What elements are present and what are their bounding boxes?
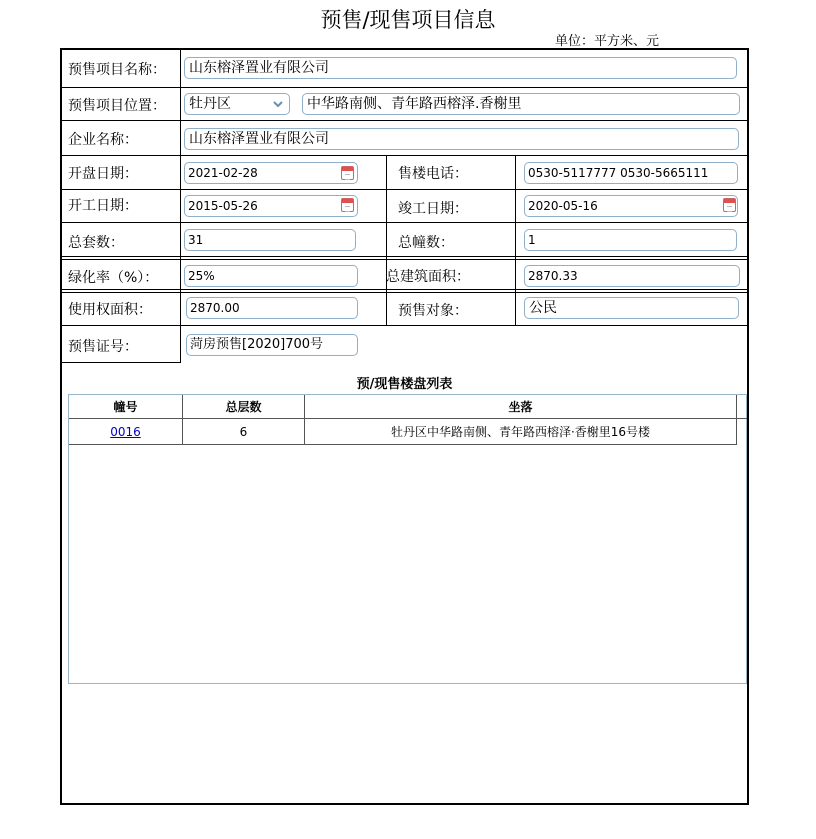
calendar-icon[interactable] xyxy=(341,166,354,180)
column-header-location: 坐落 xyxy=(305,395,737,419)
column-divider xyxy=(386,155,387,326)
sales-phone-input[interactable]: 0530-5117777 0530-5665111 xyxy=(524,162,738,184)
company-input[interactable]: 山东榕泽置业有限公司 xyxy=(184,128,739,150)
column-divider xyxy=(180,49,181,363)
sales-phone-label: 售楼电话： xyxy=(398,166,468,182)
row-divider xyxy=(61,292,749,293)
project-name-label: 预售项目名称： xyxy=(68,62,166,78)
building-list-title: 预/现售楼盘列表 xyxy=(356,377,453,392)
total-units-label: 总套数： xyxy=(68,235,124,251)
start-date-input[interactable]: 2015-05-26 xyxy=(184,195,358,217)
open-date-label: 开盘日期： xyxy=(68,166,138,182)
district-select-value: 牡丹区 xyxy=(189,96,231,112)
permit-no-input[interactable]: 菏房预售[2020]700号 xyxy=(186,334,358,356)
open-date-input[interactable]: 2021-02-28 xyxy=(184,162,358,184)
total-area-label: 总建筑面积： xyxy=(386,269,470,285)
calendar-icon[interactable] xyxy=(341,198,354,212)
column-header-building-no: 幢号 xyxy=(69,395,183,419)
finish-date-input[interactable]: 2020-05-16 xyxy=(524,195,738,217)
start-date-label: 开工日期： xyxy=(68,198,138,214)
row-divider xyxy=(61,256,749,257)
address-input[interactable]: 中华路南侧、青年路西榕泽.香榭里 xyxy=(302,93,740,115)
use-area-input[interactable]: 2870.00 xyxy=(186,297,358,319)
row-divider xyxy=(61,259,749,260)
green-rate-label: 绿化率（%）： xyxy=(68,270,159,286)
permit-no-label: 预售证号： xyxy=(68,339,138,355)
use-area-label: 使用权面积： xyxy=(68,302,152,318)
building-link[interactable]: 0016 xyxy=(110,425,141,439)
table-row-building-no xyxy=(69,419,183,445)
row-divider xyxy=(61,120,749,121)
finish-date-label: 竣工日期： xyxy=(398,201,468,217)
row-divider xyxy=(61,87,749,88)
sale-target-input[interactable]: 公民 xyxy=(524,297,739,319)
row-divider xyxy=(61,222,749,223)
column-header-floors: 总层数 xyxy=(183,395,305,419)
row-divider xyxy=(61,155,749,156)
table-row-location: 牡丹区中华路南侧、青年路西榕泽·香榭里16号楼 xyxy=(305,419,737,445)
district-select[interactable] xyxy=(184,93,290,115)
scrollbar-header xyxy=(737,395,747,419)
total-area-input[interactable]: 2870.33 xyxy=(524,265,740,287)
column-divider xyxy=(515,155,516,326)
row-divider xyxy=(61,289,749,290)
unit-note: 单位：平方米、元 xyxy=(555,34,660,49)
project-name-input[interactable]: 山东榕泽置业有限公司 xyxy=(184,57,737,79)
sale-target-label: 预售对象： xyxy=(398,303,468,319)
row-divider xyxy=(61,362,181,363)
company-label: 企业名称： xyxy=(68,132,138,148)
table-row-floors: 6 xyxy=(183,419,305,445)
total-units-input[interactable]: 31 xyxy=(184,229,356,251)
green-rate-input[interactable]: 25% xyxy=(184,265,358,287)
total-buildings-label: 总幢数： xyxy=(398,235,454,251)
project-location-label: 预售项目位置： xyxy=(68,98,166,114)
chevron-down-icon xyxy=(271,97,285,111)
row-divider xyxy=(61,189,749,190)
page-title: 预售/现售项目信息 xyxy=(320,8,496,32)
row-divider xyxy=(61,325,749,326)
total-buildings-input[interactable]: 1 xyxy=(524,229,737,251)
calendar-icon[interactable] xyxy=(723,198,736,212)
